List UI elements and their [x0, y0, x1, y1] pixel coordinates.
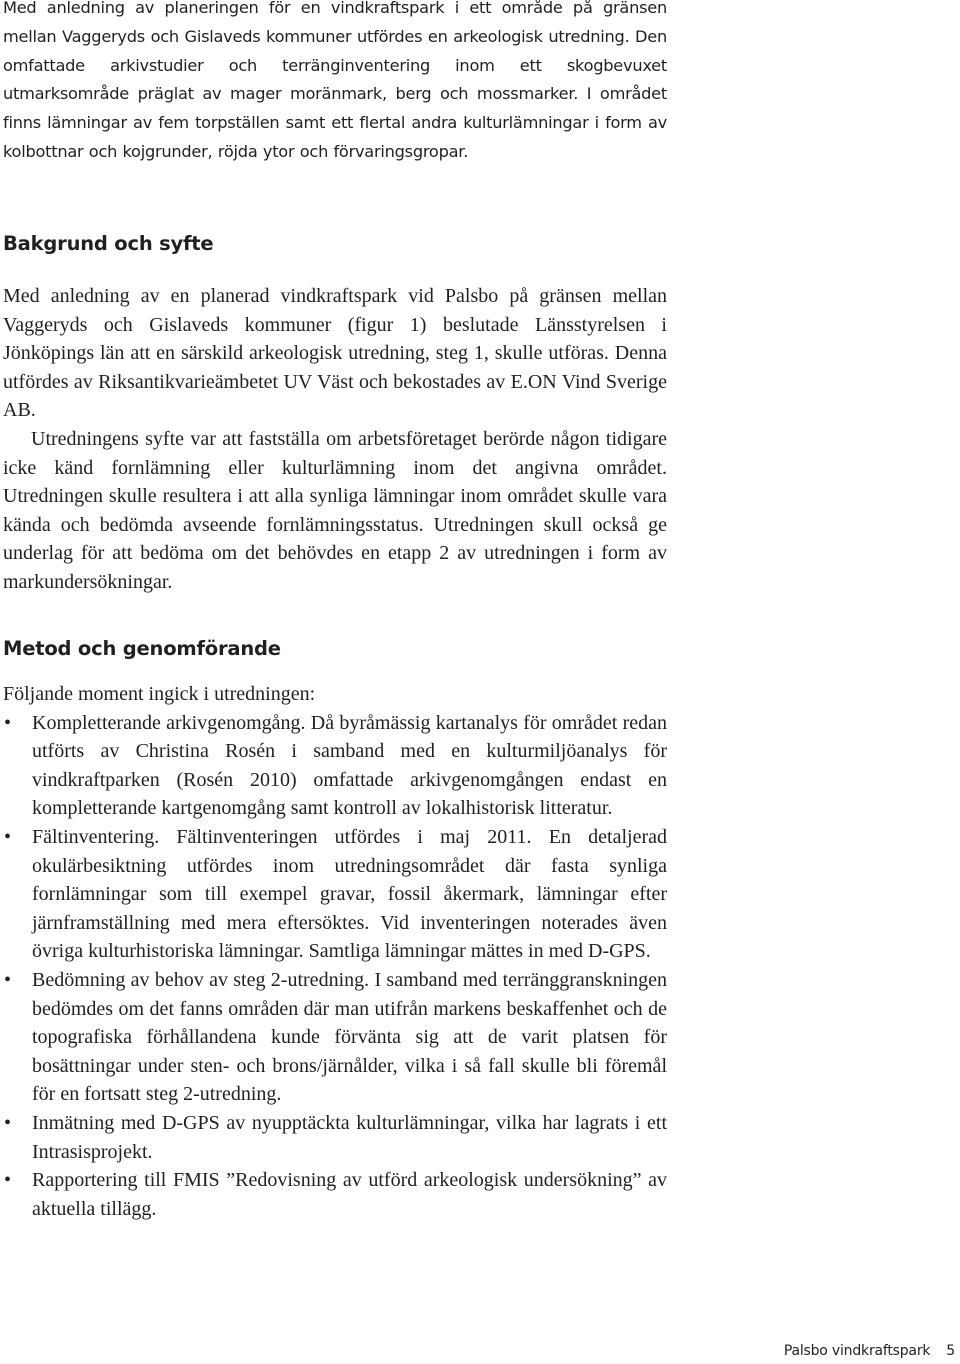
bullet-icon: • — [4, 968, 12, 991]
page-number: 5 — [946, 1343, 955, 1359]
document-page — [3, 0, 667, 1220]
list-item — [3, 1166, 667, 1223]
list-item — [3, 1109, 667, 1166]
bullet-icon: • — [4, 825, 12, 848]
bullet-icon: • — [4, 1169, 12, 1192]
bullet-icon: • — [4, 711, 12, 734]
list-item-text: Rapportering till FMIS ”Redovisning av utförd arkeologisk undersökning” av aktuella tillägg. — [32, 1169, 667, 1220]
heading-metod-och-genomforande: Metod och genomförande — [3, 637, 281, 660]
moment-list — [3, 709, 667, 1224]
metod-intro: Följande moment ingick i utredningen: — [3, 683, 316, 705]
list-item-text: Fältinventering. Fältinventeringen utfördes i maj 2011. En detaljerad okulärbesiktning utfördes inom utredningsområdet där fasta synliga fornlämningar som till exempel gravar, fossil åkermark, lämningar efter järnframställning med mera eftersöktes. Vid inventeringen noterades även övriga kulturhistoriska lämningar. Samtliga lämningar mättes in med D-GPS. — [32, 825, 667, 963]
footer-title: Palsbo vindkraftspark — [783, 1343, 931, 1359]
section-metod — [3, 680, 667, 1223]
page-footer — [784, 1343, 955, 1359]
list-item-text: Inmätning med D-GPS av nyupptäckta kulturlämningar, vilka har lagrats i ett Intrasisprojekt. — [32, 1111, 667, 1163]
summary-paragraph: Med anledning av planeringen för en vindkraftspark i ett område på gränsen mellan Vaggeryds och Gislaveds kommuner utfördes en arkeologisk utredning. Den omfattade arkivstudier och terränginventering inom ett skogbevuxet utmarksområde präglat av mager moränmark, berg och mossmarker. I området finns lämningar av fem torpställen samt ett flertal andra kulturlämningar i form av kolbottnar och kojgrunder, röjda ytor och förvaringsgropar. — [3, 0, 667, 161]
bullet-icon: • — [4, 1111, 12, 1134]
section-bakgrund — [3, 282, 667, 597]
list-item-text: Bedömning av behov av steg 2-utredning. I samband med terränggranskningen bedömdes om det fanns områden där man utifrån markens beskaffenhet och de topografiska förhållandena kunde förvänta sig att de varit platsen för bosättningar under sten- och brons/järnålder, vilka i så fall skulle bli föremål för en fortsatt steg 2-utredning. — [32, 968, 667, 1106]
heading-bakgrund-och-syfte: Bakgrund och syfte — [3, 232, 214, 255]
list-item-text: Kompletterande arkivgenomgång. Då byråmässig kartanalys för området redan utförts av Christina Rosén i samband med en kulturmiljöanalys för vindkraftparken (Rosén 2010) omfattade arkivgenomgången endast en kompletterande kartgenomgång samt kontroll av lokalhistorisk litteratur. — [32, 711, 667, 820]
bakgrund-paragraph-1: Med anledning av en planerad vindkraftspark vid Palsbo på gränsen mellan Vaggeryds och Gislaveds kommuner (figur 1) beslutade Länsstyrelsen i Jönköpings län att en särskild arkeologisk utredning, steg 1, skulle utföras. Denna utfördes av Riksantikvarieämbetet UV Väst och bekostades av E.ON Vind Sverige AB. — [3, 285, 667, 422]
bakgrund-paragraph-2: Utredningens syfte var att fastställa om arbetsföretaget berörde någon tidigare icke känd fornlämning eller kulturlämning inom det angivna området. Utredningen skulle resultera i att alla synliga lämningar inom området skulle vara kända och bedömda avseende fornlämningsstatus. Utredningen skull också ge underlag för att bedöma om det behövdes en etapp 2 av utredningen i form av markundersökningar. — [3, 427, 667, 593]
list-item — [3, 966, 667, 1109]
list-item — [3, 823, 667, 966]
list-item — [3, 709, 667, 823]
